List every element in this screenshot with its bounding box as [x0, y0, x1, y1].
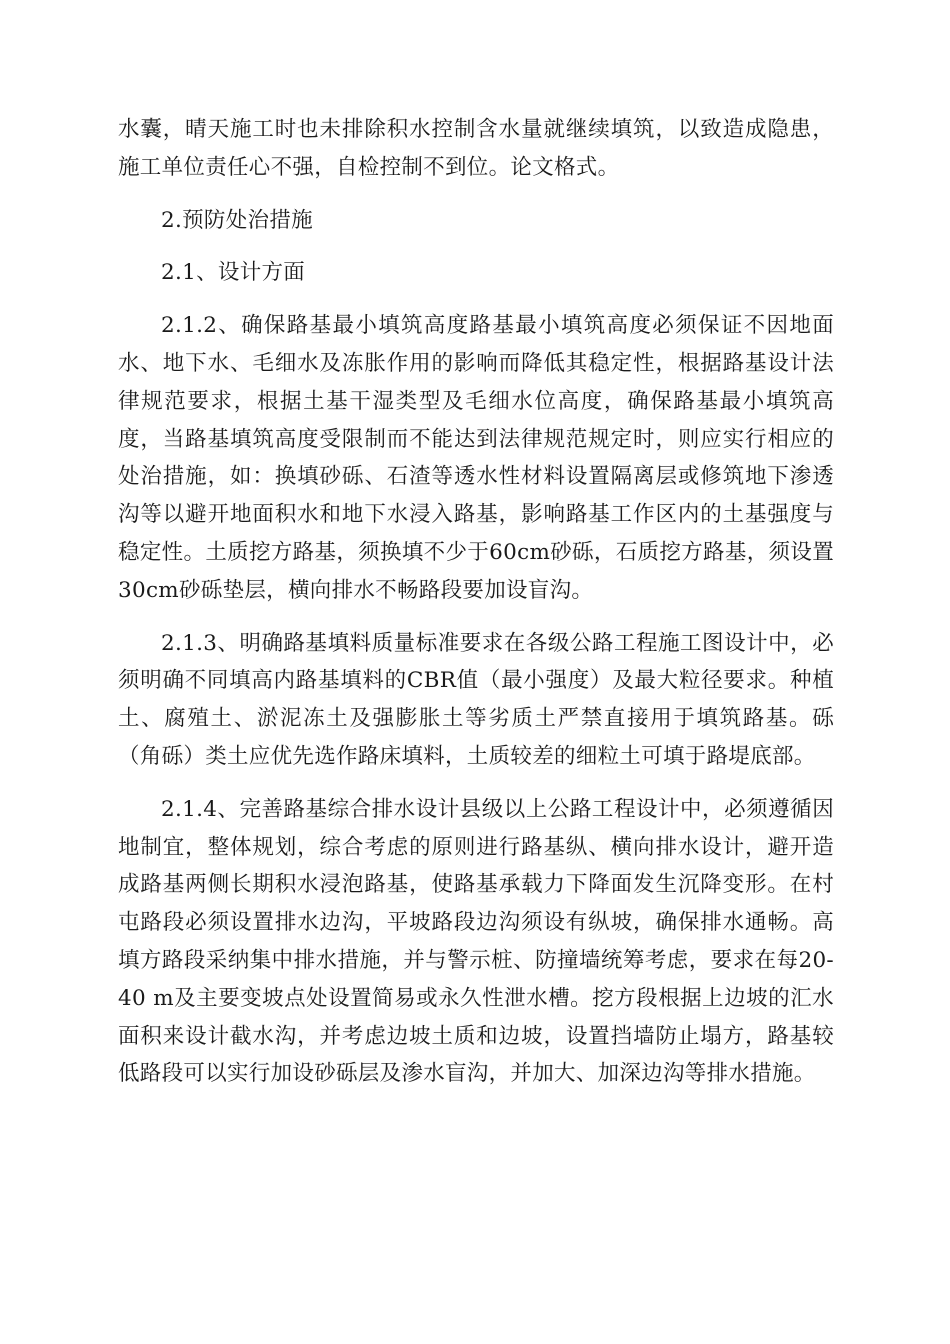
paragraph-2-1-2: 2.1.2、确保路基最小填筑高度路基最小填筑高度必须保证不因地面水、地下水、毛细水及冻胀作用的影响而降低其稳定性，根据路基设计法律规范要求，根据土基干湿类型及毛细水位高度，确保路基最小填筑高度，当路基填筑高度受限制而不能达到法律规范规定时，则应实行相应的处治措施，如：换填砂砾、石渣等透水性材料设置隔离层或修筑地下渗透沟等以避开地面积水和地下水浸入路基，影响路基工作区内的土基强度与稳定性。土质挖方路基，须换填不少于60cm砂砾，石质挖方路基，须设置30cm砂砾垫层，横向排水不畅路段要加设盲沟。 — [118, 313, 834, 603]
paragraph-2-1-4: 2.1.4、完善路基综合排水设计县级以上公路工程设计中，必须遵循因地制宜，整体规划，综合考虑的原则进行路基纵、横向排水设计，避开造成路基两侧长期积水浸泡路基，使路基承载力下降面发生沉降变形。在村屯路段必须设置排水边沟，平坡路段边沟须设有纵坡，确保排水通畅。高填方路段采纳集中排水措施，并与警示桩、防撞墙统筹考虑，要求在每20-40 m及主要变坡点处设置简易或永久性泄水槽。挖方段根据上边坡的汇水面积来设计截水沟，并考虑边坡土质和边坡，设置挡墙防止塌方，路基较低路段可以实行加设砂砾层及渗水盲沟，并加大、加深边沟等排水措施。 — [118, 796, 834, 1087]
section-heading-prevention: 2.预防处治措施 — [161, 207, 313, 233]
paragraph-continuation: 水囊，晴天施工时也未排除积水控制含水量就继续填筑，以致造成隐患，施工单位责任心不强，自检控制不到位。论文格式。 — [118, 117, 834, 180]
document-body — [118, 111, 834, 1093]
subsection-heading-design: 2.1、设计方面 — [161, 260, 306, 286]
paragraph-2-1-3: 2.1.3、明确路基填料质量标准要求在各级公路工程施工图设计中，必须明确不同填高内路基填料的CBR值（最小强度）及最大粒径要求。种植土、腐殖土、淤泥冻土及强膨胀土等劣质土严禁直接用于填筑路基。砾（角砾）类土应优先选作路床填料，土质较差的细粒土可填于路堤底部。 — [118, 630, 834, 769]
